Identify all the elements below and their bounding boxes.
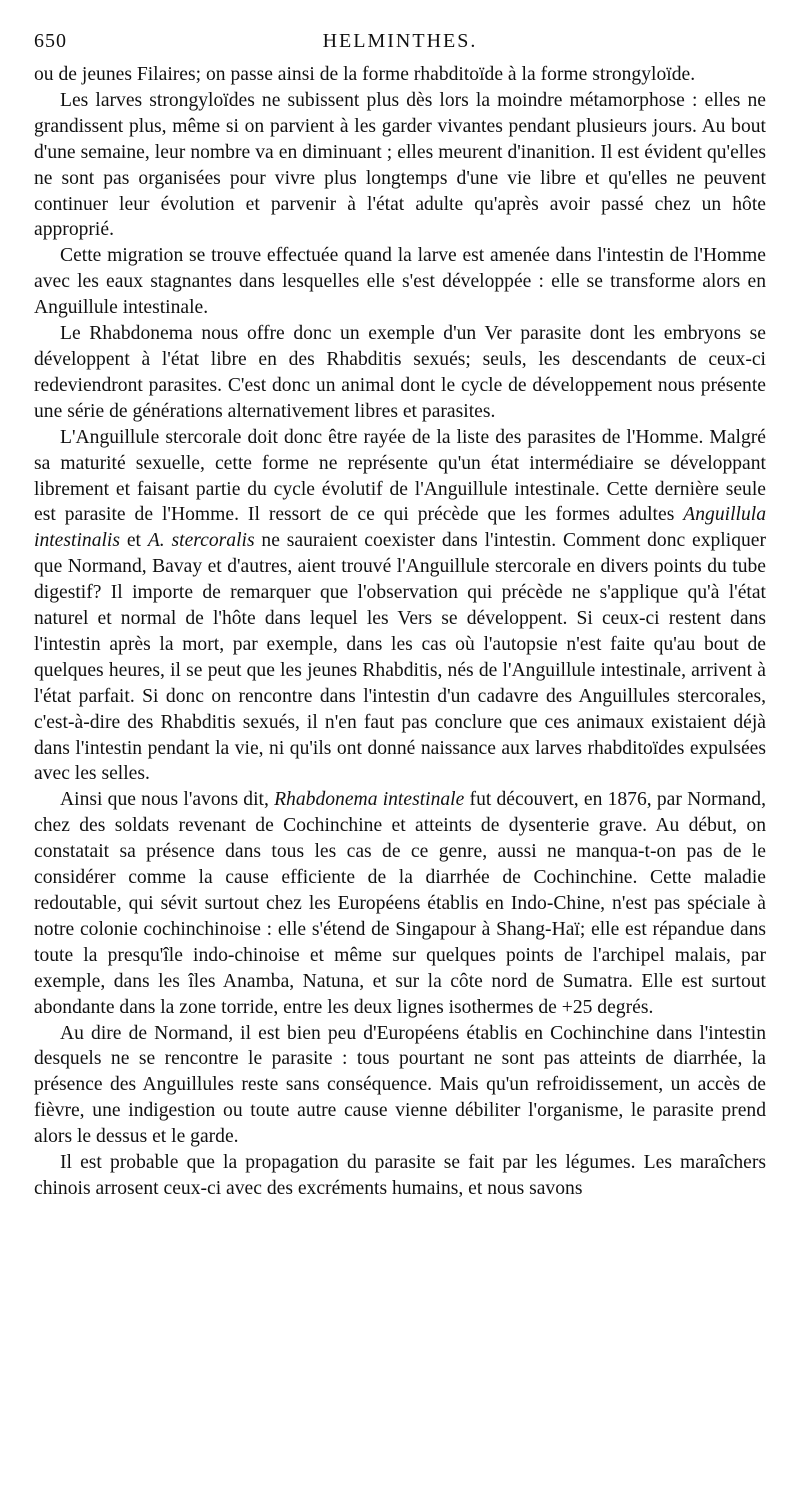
paragraph: [34, 1021, 766, 1151]
text-run: ne sauraient coexister dans l'intestin. Comment donc expliquer que Normand, Bavay et d'autres, aient trouvé l'Anguillule stercorale en divers points du tube digestif? Il importe de remarquer que l'observation qui précède ne s'applique qu'à l'état naturel et normal de l'hôte dans lequel les Vers se développent. Si ceux-ci restent dans l'intestin après la mort, par exemple, dans les cas où l'autopsie n'est faite qu'au bout de quelques heures, il se peut que les jeunes Rhabditis, nés de l'Anguillule intestinale, arrivent à l'état parfait. Si donc on rencontre dans l'intestin d'un cadavre des Anguillules stercorales, c'est-à-dire des Rhabditis sexués, il n'en faut pas conclure que ces animaux existaient déjà dans l'intestin pendant la vie, ni qu'ils ont donné naissance aux larves rhabditoïdes expulsées avec les selles.: [34, 530, 767, 785]
paragraph: [34, 243, 766, 321]
text-run: ou de jeunes Filaires; on passe ainsi de la forme rhabditoïde à la forme strongyloïde.: [34, 64, 696, 85]
text-run: fut découvert, en 1876, par Normand, chez des soldats revenant de Cochinchine et atteints de dysenterie grave. Au début, on constatait sa présence dans tous les cas de ce genre, aussi ne manqua-t-on pas de le considérer comme la cause efficiente de la diarrhée de Cochinchine. Cette maladie redoutable, qui sévit surtout chez les Européens établis en Indo-Chine, n'est pas spéciale à notre colonie cochinchinoise : elle s'étend de Singapour à Shang-Haï; elle est répandue dans toute la presqu'île indo-chinoise et même sur quelques points de l'archipel malais, par exemple, dans les îles Anamba, Natuna, et sur la côte nord de Sumatra. Elle est surtout abondante dans la zone torride, entre les deux lignes isothermes de +25 degrés.: [34, 789, 766, 1018]
paragraph: [34, 62, 766, 88]
paragraph: [34, 787, 766, 1020]
italic-text: A. stercoralis: [147, 530, 255, 552]
body-text: [34, 62, 766, 1202]
paragraph: [34, 88, 766, 243]
book-page: [34, 30, 766, 1202]
paragraph: [34, 321, 766, 425]
italic-text: Anguillula intestinalis: [34, 504, 766, 552]
text-run: Le Rhabdonema nous offre donc un exemple d'un Ver parasite dont les embryons se développent à l'état libre en des Rhabditis sexués; seuls, les descendants de ceux-ci redeviendront parasites. C'est donc un animal dont le cycle de développement nous présente une série de générations alternativement libres et parasites.: [34, 323, 766, 422]
running-title: HELMINTHES.: [322, 30, 478, 52]
text-run: Les larves strongyloïdes ne subissent plus dès lors la moindre métamorphose : elles ne grandissent plus, même si on parvient à les garder vivantes pendant plusieurs jours. Au bout d'une semaine, leur nombre va en diminuant ; elles meurent d'inanition. Il est évident qu'elles ne sont pas organisées pour vivre plus longtemps d'une vie libre et qu'elles ne peuvent continuer leur évolution et parvenir à l'état adulte qu'après avoir passé chez un hôte approprié.: [34, 89, 766, 241]
text-run: L'Anguillule stercorale doit donc être rayée de la liste des parasites de l'Homme. Malgré sa maturité sexuelle, cette forme ne représente qu'un état intermédiaire se développant librement et faisant partie du cycle évolutif de l'Anguillule intestinale. Cette dernière seule est parasite de l'Homme. Il ressort de ce qui précède que les formes adultes: [34, 426, 766, 526]
text-run: Il est probable que la propagation du parasite se fait par les légumes. Les maraîchers chinois arrosent ceux-ci avec des excréments humains, et nous savons: [34, 1152, 766, 1199]
text-run: Ainsi que nous l'avons dit,: [60, 789, 275, 811]
text-run: Cette migration se trouve effectuée quand la larve est amenée dans l'intestin de l'Homme avec les eaux stagnantes dans lesquelles elle s'est développée : elle se transforme alors en Anguillule intestinale.: [34, 245, 766, 319]
page-number: 650: [34, 30, 67, 52]
text-run: Au dire de Normand, il est bien peu d'Européens établis en Cochinchine dans l'intestin desquels ne se rencontre le parasite : tous pourtant ne sont pas atteints de diarrhée, la présence des Anguillules reste sans conséquence. Mais qu'un refroidissement, un accès de fièvre, une indigestion ou toute autre cause vienne débiliter l'organisme, le parasite prend alors le dessus et le garde.: [34, 1022, 766, 1148]
paragraph: [34, 425, 766, 788]
italic-text: Rhabdonema intestinale: [274, 789, 465, 811]
paragraph: [34, 1150, 766, 1202]
text-run: et: [120, 530, 148, 552]
running-head: [34, 30, 766, 56]
